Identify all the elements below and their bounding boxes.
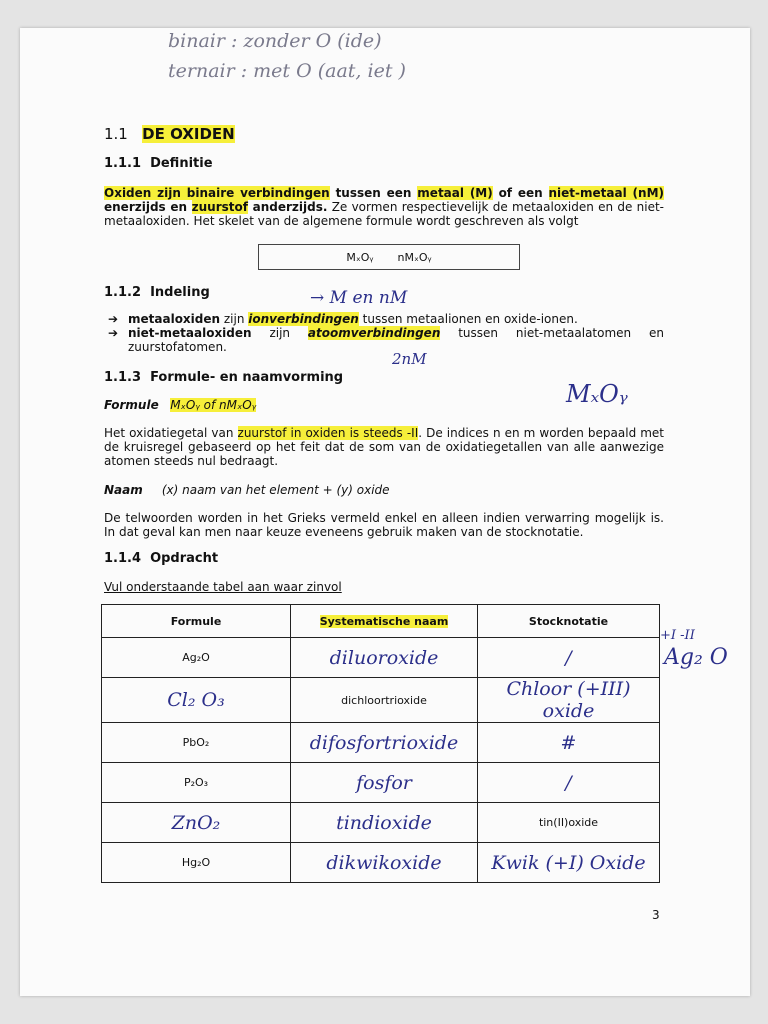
cell-formule[interactable]: Hg₂O xyxy=(102,843,291,883)
section-title-text: DE OXIDEN xyxy=(142,125,235,143)
cell-stocknotatie[interactable]: tin(II)oxide xyxy=(478,803,660,843)
item-text: tussen niet-metaalatomen en zuurstofatomen. xyxy=(128,326,664,354)
heading-text: Formule- en naamvorming xyxy=(150,370,344,385)
cell-systematische-naam[interactable]: fosfor xyxy=(291,763,478,803)
cell-systematische-naam[interactable]: difosfortrioxide xyxy=(291,723,478,763)
oxidatiegetal-paragraph xyxy=(104,426,664,468)
cell-stocknotatie[interactable]: / xyxy=(478,638,660,678)
heading-number: 1.1.4 xyxy=(104,551,142,566)
table-row xyxy=(102,723,660,763)
formula-nonmetal: nMₓOᵧ xyxy=(397,250,432,264)
formula-metal: MₓOᵧ xyxy=(346,250,374,264)
handwritten-annotation-m-en-nm: → M en nM xyxy=(310,288,408,308)
item-text: zijn xyxy=(251,326,308,340)
item-term: atoomverbindingen xyxy=(307,326,441,340)
heading-text: Definitie xyxy=(150,156,213,171)
cell-stocknotatie[interactable]: Kwik (+I) Oxide xyxy=(478,843,660,883)
list-item xyxy=(104,312,664,326)
formule-label: Formule xyxy=(104,398,159,412)
cell-formule[interactable]: ZnO₂ xyxy=(102,803,291,843)
naam-value: (x) naam van het element + (y) oxide xyxy=(161,483,390,497)
cell-formule[interactable]: PbO₂ xyxy=(102,723,291,763)
def-text: zuurstof xyxy=(191,200,248,214)
section-title xyxy=(104,125,235,143)
heading-number: 1.1.1 xyxy=(104,156,142,171)
cell-stocknotatie[interactable]: Chloor (+III) oxide xyxy=(478,678,660,723)
page-number: 3 xyxy=(652,908,660,922)
heading-indeling xyxy=(104,285,210,300)
arrow-icon: ➔ xyxy=(108,326,119,340)
heading-opdracht xyxy=(104,551,218,566)
para-text: . De indices n en m worden bepaald met de kruisregel gebaseerd op het feit dat de som van de oxidatiegetallen van alle aanwezige atomen steeds nul bedraagt. xyxy=(104,426,665,468)
table-row xyxy=(102,803,660,843)
heading-vorming xyxy=(104,370,343,385)
item-term: niet-metaaloxiden xyxy=(128,326,252,340)
cell-formule[interactable]: Ag₂O xyxy=(102,638,291,678)
item-text: zijn xyxy=(220,312,249,326)
table-row xyxy=(102,763,660,803)
column-header-systematische-naam xyxy=(291,605,478,638)
def-text: of een xyxy=(492,186,549,200)
item-text: tussen metaalionen en oxide-ionen. xyxy=(358,312,578,326)
def-text: metaal (M) xyxy=(417,186,493,200)
cell-formule[interactable]: P₂O₃ xyxy=(102,763,291,803)
handwritten-side-formula: Ag₂ O xyxy=(664,645,728,670)
heading-text: Indeling xyxy=(150,285,210,300)
item-term: metaaloxiden xyxy=(128,312,221,326)
table-row xyxy=(102,843,660,883)
cell-systematische-naam[interactable]: dikwikoxide xyxy=(291,843,478,883)
definitie-paragraph xyxy=(104,186,664,228)
arrow-icon: ➔ xyxy=(108,312,119,326)
formule-value: MₓOᵧ of nMₓOᵧ xyxy=(170,398,257,412)
handwritten-charges: +I -II xyxy=(660,628,695,643)
naam-label: Naam xyxy=(104,483,143,497)
column-header-formule: Formule xyxy=(102,605,291,638)
annotation-text: M en nM xyxy=(329,288,408,308)
handwritten-note-binair: binair : zonder O (ide) xyxy=(168,30,382,52)
section-number: 1.1 xyxy=(104,125,128,143)
formula-box xyxy=(258,244,520,270)
heading-text: Opdracht xyxy=(150,551,219,566)
handwritten-annotation-2nm: 2nM xyxy=(392,350,427,368)
cell-stocknotatie[interactable]: # xyxy=(478,723,660,763)
cell-systematische-naam[interactable]: dichloortrioxide xyxy=(291,678,478,723)
opdracht-instruction: Vul onderstaande tabel aan waar zinvol xyxy=(104,580,342,594)
handwritten-note-ternair: ternair : met O (aat, iet ) xyxy=(168,60,406,82)
def-text: anderzijds. xyxy=(247,200,328,214)
table-row xyxy=(102,638,660,678)
handwritten-annotation-formula: MₓOᵧ xyxy=(566,380,628,408)
table-header-row xyxy=(102,605,660,638)
column-header-stocknotatie: Stocknotatie xyxy=(478,605,660,638)
heading-number: 1.1.2 xyxy=(104,285,142,300)
cell-stocknotatie[interactable]: / xyxy=(478,763,660,803)
para-text: Het oxidatiegetal van xyxy=(104,426,238,440)
item-term: ionverbindingen xyxy=(248,312,359,326)
table-row xyxy=(102,678,660,723)
cell-systematische-naam[interactable]: diluoroxide xyxy=(291,638,478,678)
def-text: Ze vormen respectievelijk de metaaloxiden en de niet-metaaloxiden. Het skelet van de algemene formule wordt geschreven als volgt xyxy=(104,200,665,228)
indeling-list xyxy=(104,312,664,354)
oxide-table xyxy=(101,604,660,883)
def-text: enerzijds en xyxy=(104,200,192,214)
heading-number: 1.1.3 xyxy=(104,370,142,385)
heading-definitie xyxy=(104,156,213,171)
cell-systematische-naam[interactable]: tindioxide xyxy=(291,803,478,843)
def-text: Oxiden zijn binaire verbindingen xyxy=(104,186,330,200)
para-text: zuurstof in oxiden is steeds -II xyxy=(237,426,419,440)
naam-line xyxy=(104,483,390,497)
formule-line xyxy=(104,398,256,412)
def-text: tussen een xyxy=(329,186,418,200)
column-header-text: Systematische naam xyxy=(319,614,449,628)
telwoorden-paragraph: De telwoorden worden in het Grieks vermeld enkel en alleen indien verwarring mogelijk is. In dat geval kan men naar keuze eveneens gebruik maken van de stocknotatie. xyxy=(104,511,664,539)
def-text: niet-metaal (nM) xyxy=(548,186,664,200)
list-item xyxy=(104,326,664,354)
cell-formule[interactable]: Cl₂ O₃ xyxy=(102,678,291,723)
